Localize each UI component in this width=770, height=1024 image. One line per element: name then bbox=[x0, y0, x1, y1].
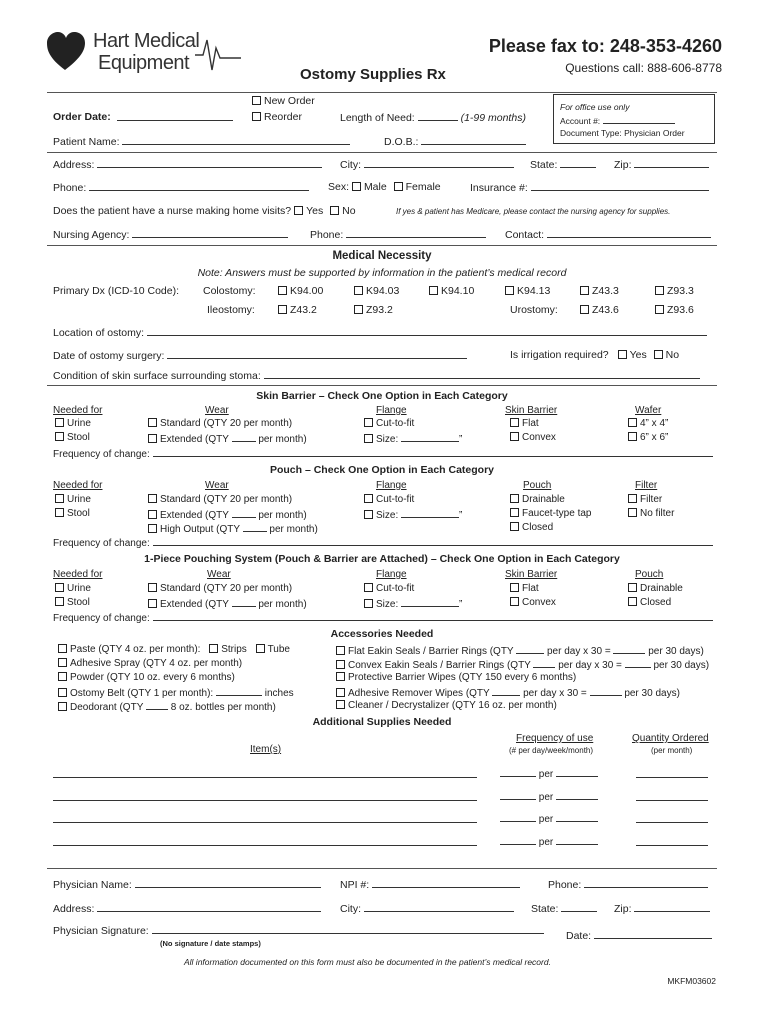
surgery-date-label: Date of ostomy surgery: bbox=[53, 350, 165, 362]
office-use-box bbox=[553, 94, 715, 144]
op-urine-label: Urine bbox=[67, 583, 91, 594]
remover-per-day: per day x 30 = bbox=[523, 688, 587, 699]
code-k9410: K94.10 bbox=[441, 285, 475, 297]
male-label: Male bbox=[363, 181, 387, 193]
medical-necessity-title: Medical Necessity bbox=[332, 250, 432, 262]
sb-stool-checkbox[interactable] bbox=[55, 432, 64, 441]
sb-cut-checkbox[interactable] bbox=[364, 418, 373, 427]
questions-phone: Questions call: 888-606-8778 bbox=[565, 61, 722, 75]
op-urine-checkbox[interactable] bbox=[55, 583, 64, 592]
order-date-label: Order Date: bbox=[53, 111, 111, 123]
physician-city-label: City: bbox=[340, 903, 361, 915]
op-standard-label: Standard (QTY 20 per month) bbox=[160, 583, 293, 594]
address-label: Address: bbox=[53, 159, 95, 171]
sb-flat-checkbox[interactable] bbox=[510, 418, 519, 427]
per-label: per bbox=[538, 837, 554, 848]
flat-rings-label: Flat Eakin Seals / Barrier Rings (QTY bbox=[348, 646, 514, 657]
nurse-yes-label: Yes bbox=[306, 205, 324, 217]
page-title: Ostomy Supplies Rx bbox=[300, 66, 446, 83]
physician-state-label: State: bbox=[531, 903, 559, 915]
p-filter-header: Filter bbox=[635, 480, 658, 491]
op-extended-checkbox[interactable] bbox=[148, 599, 157, 608]
sb-size-field[interactable] bbox=[401, 432, 459, 442]
logo-line2: Equipment bbox=[98, 52, 190, 74]
freq-count-field[interactable] bbox=[500, 767, 536, 777]
agency-phone-field[interactable] bbox=[346, 228, 486, 238]
op-convex-checkbox[interactable] bbox=[510, 597, 519, 606]
remover-checkbox[interactable] bbox=[336, 688, 345, 697]
op-needed-for: Needed for bbox=[53, 569, 103, 580]
sex-label: Sex: bbox=[328, 181, 350, 193]
dob-field[interactable] bbox=[421, 135, 526, 145]
contact-label: Contact: bbox=[505, 229, 545, 241]
op-standard-checkbox[interactable] bbox=[148, 583, 157, 592]
code-z933: Z93.3 bbox=[667, 285, 694, 297]
sb-flat-label: Flat bbox=[522, 418, 539, 429]
divider bbox=[47, 385, 717, 386]
pouch-title: Pouch – Check One Option in Each Category bbox=[269, 464, 495, 476]
order-date-field[interactable] bbox=[117, 111, 233, 121]
op-wear: Wear bbox=[207, 569, 231, 580]
sb-extended-qty-field[interactable] bbox=[232, 432, 256, 442]
op-stool-label: Stool bbox=[67, 597, 90, 608]
additional-title: Additional Supplies Needed bbox=[312, 716, 452, 728]
nurse-question: Does the patient have a nurse making home visits? bbox=[53, 205, 292, 217]
op-stool-checkbox[interactable] bbox=[55, 597, 64, 606]
new-order-checkbox[interactable] bbox=[252, 96, 261, 105]
p-inch: ” bbox=[459, 510, 463, 521]
per-label: per bbox=[538, 792, 554, 803]
sb-per-month: per month) bbox=[258, 434, 307, 445]
code-checkbox[interactable] bbox=[354, 305, 363, 314]
nurse-note: If yes & patient has Medicare, please contact the nursing agency for supplies. bbox=[396, 207, 671, 216]
p-filter-label: Filter bbox=[640, 494, 663, 505]
p-closed-checkbox[interactable] bbox=[510, 522, 519, 531]
op-drainable-label: Drainable bbox=[640, 583, 683, 594]
p-closed-label: Closed bbox=[522, 522, 554, 533]
sb-inch: ” bbox=[459, 434, 463, 445]
code-z433: Z43.3 bbox=[592, 285, 619, 297]
p-stool-label: Stool bbox=[67, 508, 90, 519]
flat-rings-checkbox[interactable] bbox=[336, 646, 345, 655]
item-field[interactable] bbox=[53, 768, 477, 778]
belt-checkbox[interactable] bbox=[58, 688, 67, 697]
zip-field[interactable] bbox=[634, 158, 709, 168]
physician-name-label: Physician Name: bbox=[53, 879, 132, 891]
physician-address-label: Address: bbox=[53, 903, 95, 915]
code-checkbox[interactable] bbox=[580, 305, 589, 314]
op-closed-checkbox[interactable] bbox=[628, 597, 637, 606]
belt-label: Ostomy Belt (QTY 1 per month): bbox=[70, 688, 214, 699]
belt-inches: inches bbox=[264, 688, 294, 699]
sb-standard-checkbox[interactable] bbox=[148, 418, 157, 427]
convex-rings-label: Convex Eakin Seals / Barrier Rings (QTY bbox=[348, 660, 531, 671]
account-field[interactable] bbox=[603, 114, 675, 124]
p-frequency-label: Frequency of change: bbox=[53, 538, 150, 549]
code-checkbox[interactable] bbox=[429, 286, 438, 295]
spray-checkbox[interactable] bbox=[58, 658, 67, 667]
p-flange: Flange bbox=[376, 480, 407, 491]
urostomy-label: Urostomy: bbox=[510, 304, 558, 316]
code-checkbox[interactable] bbox=[655, 305, 664, 314]
freq-count-field[interactable] bbox=[500, 790, 536, 800]
op-cut-checkbox[interactable] bbox=[364, 583, 373, 592]
code-checkbox[interactable] bbox=[580, 286, 589, 295]
sb-wafer6-checkbox[interactable] bbox=[628, 432, 637, 441]
sb-wear: Wear bbox=[205, 405, 229, 416]
op-flange: Flange bbox=[376, 569, 407, 580]
condition-field[interactable] bbox=[264, 369, 700, 379]
p-needed-for: Needed for bbox=[53, 480, 103, 491]
dob-label: D.O.B.: bbox=[384, 136, 419, 148]
freq-unit-field[interactable] bbox=[556, 790, 598, 800]
convex-rings-per-30: per 30 days) bbox=[653, 660, 710, 671]
irrigation-no-checkbox[interactable] bbox=[654, 350, 663, 359]
p-size-checkbox[interactable] bbox=[364, 510, 373, 519]
wipes-checkbox[interactable] bbox=[336, 672, 345, 681]
sb-urine-label: Urine bbox=[67, 418, 91, 429]
sb-frequency-label: Frequency of change: bbox=[53, 449, 150, 460]
quantity-subheader: (per month) bbox=[651, 746, 693, 755]
p-no-filter-label: No filter bbox=[640, 508, 675, 519]
paste-checkbox[interactable] bbox=[58, 644, 67, 653]
op-flat-checkbox[interactable] bbox=[510, 583, 519, 592]
footer-note: All information documented on this form must also be documented in the patient’s medical record. bbox=[184, 957, 551, 967]
insurance-label: Insurance #: bbox=[470, 182, 528, 194]
physician-zip-field[interactable] bbox=[634, 902, 710, 912]
op-frequency-label: Frequency of change: bbox=[53, 613, 150, 624]
phone-label: Phone: bbox=[53, 182, 87, 194]
op-convex-label: Convex bbox=[522, 597, 556, 608]
signature-note: (No signature / date stamps) bbox=[160, 939, 261, 948]
sb-frequency-field[interactable] bbox=[153, 447, 713, 457]
wipes-label: Protective Barrier Wipes (QTY 150 every 6 months) bbox=[348, 672, 577, 683]
sb-size-label: Size: bbox=[376, 434, 399, 445]
cleaner-label: Cleaner / Decrystalizer (QTY 16 oz. per month) bbox=[348, 700, 557, 711]
p-filter-checkbox[interactable] bbox=[628, 494, 637, 503]
nursing-agency-label: Nursing Agency: bbox=[53, 229, 130, 241]
nurse-no-label: No bbox=[342, 205, 356, 217]
p-extended-label: Extended (QTY bbox=[160, 510, 229, 521]
nurse-no-checkbox[interactable] bbox=[330, 206, 339, 215]
quantity-field[interactable] bbox=[636, 813, 708, 823]
code-z936: Z93.6 bbox=[667, 304, 694, 316]
irrigation-label: Is irrigation required? bbox=[510, 349, 609, 361]
freq-unit-field[interactable] bbox=[556, 812, 598, 822]
code-k9403: K94.03 bbox=[366, 285, 400, 297]
quantity-header: Quantity Ordered bbox=[632, 733, 709, 744]
p-size-field[interactable] bbox=[401, 508, 459, 518]
nurse-yes-checkbox[interactable] bbox=[294, 206, 303, 215]
address-field[interactable] bbox=[97, 158, 322, 168]
quantity-field[interactable] bbox=[636, 791, 708, 801]
flat-rings-per-30: per 30 days) bbox=[648, 646, 704, 657]
p-wear: Wear bbox=[205, 480, 229, 491]
freq-count-field[interactable] bbox=[500, 835, 536, 845]
state-label: State: bbox=[530, 159, 558, 171]
p-high-per-month: per month) bbox=[269, 524, 318, 535]
op-size-label: Size: bbox=[376, 599, 399, 610]
convex-rings-qty-field[interactable] bbox=[533, 658, 555, 668]
sb-wafer: Wafer bbox=[635, 405, 662, 416]
physician-name-field[interactable] bbox=[135, 878, 321, 888]
item-field[interactable] bbox=[53, 813, 477, 823]
contact-field[interactable] bbox=[547, 228, 711, 238]
p-drainable-label: Drainable bbox=[522, 494, 565, 505]
code-checkbox[interactable] bbox=[354, 286, 363, 295]
phone-field[interactable] bbox=[89, 181, 309, 191]
new-order-label: New Order bbox=[264, 95, 315, 107]
divider bbox=[47, 152, 717, 153]
signature-field[interactable] bbox=[152, 924, 544, 934]
reorder-label: Reorder bbox=[264, 111, 302, 123]
cleaner-checkbox[interactable] bbox=[336, 700, 345, 709]
op-pouch-header: Pouch bbox=[635, 569, 664, 580]
quantity-field[interactable] bbox=[636, 836, 708, 846]
op-frequency-field[interactable] bbox=[153, 611, 713, 621]
code-k9400: K94.00 bbox=[290, 285, 324, 297]
p-standard-checkbox[interactable] bbox=[148, 494, 157, 503]
sb-convex-checkbox[interactable] bbox=[510, 432, 519, 441]
p-high-output-checkbox[interactable] bbox=[148, 524, 157, 533]
sb-wafer4-label: 4” x 4” bbox=[640, 418, 669, 429]
p-size-label: Size: bbox=[376, 510, 399, 521]
op-cut-label: Cut-to-fit bbox=[376, 583, 415, 594]
tube-checkbox[interactable] bbox=[256, 644, 265, 653]
agency-phone-label: Phone: bbox=[310, 229, 344, 241]
accessories-title: Accessories Needed bbox=[330, 628, 434, 640]
sb-skin-barrier-header: Skin Barrier bbox=[505, 405, 558, 416]
code-checkbox[interactable] bbox=[278, 305, 287, 314]
skin-barrier-title: Skin Barrier – Check One Option in Each Category bbox=[256, 390, 508, 402]
date-field[interactable] bbox=[594, 929, 712, 939]
irrigation-yes-label: Yes bbox=[629, 349, 647, 361]
quantity-field[interactable] bbox=[636, 768, 708, 778]
female-checkbox[interactable] bbox=[394, 182, 403, 191]
code-z436: Z43.6 bbox=[592, 304, 619, 316]
freq-count-field[interactable] bbox=[500, 812, 536, 822]
code-z932: Z93.2 bbox=[366, 304, 393, 316]
op-flat-label: Flat bbox=[522, 583, 539, 594]
sb-cut-label: Cut-to-fit bbox=[376, 418, 415, 429]
p-urine-label: Urine bbox=[67, 494, 91, 505]
insurance-field[interactable] bbox=[531, 181, 709, 191]
remover-label: Adhesive Remover Wipes (QTY bbox=[348, 688, 490, 699]
p-high-output-label: High Output (QTY bbox=[160, 524, 240, 535]
code-z432: Z43.2 bbox=[290, 304, 317, 316]
p-no-filter-checkbox[interactable] bbox=[628, 508, 637, 517]
fax-number: Please fax to: 248-353-4260 bbox=[488, 36, 722, 56]
p-standard-label: Standard (QTY 20 per month) bbox=[160, 494, 293, 505]
zip-label: Zip: bbox=[614, 159, 632, 171]
code-checkbox[interactable] bbox=[278, 286, 287, 295]
colostomy-label: Colostomy: bbox=[203, 285, 256, 297]
surgery-date-field[interactable] bbox=[167, 349, 467, 359]
item-field[interactable] bbox=[53, 791, 477, 801]
remover-per-30: per 30 days) bbox=[624, 688, 680, 699]
belt-field[interactable] bbox=[216, 686, 262, 696]
p-cut-checkbox[interactable] bbox=[364, 494, 373, 503]
sb-stool-label: Stool bbox=[67, 432, 90, 443]
deodorant-label: Deodorant (QTY bbox=[70, 702, 144, 713]
per-label: per bbox=[538, 814, 554, 825]
sb-urine-checkbox[interactable] bbox=[55, 418, 64, 427]
p-stool-checkbox[interactable] bbox=[55, 508, 64, 517]
p-urine-checkbox[interactable] bbox=[55, 494, 64, 503]
necessity-note: Note: Answers must be supported by information in the patient’s medical record bbox=[197, 267, 567, 279]
op-extended-qty-field[interactable] bbox=[232, 597, 256, 607]
op-inch: ” bbox=[459, 599, 463, 610]
length-hint: (1-99 months) bbox=[460, 112, 526, 124]
sb-wafer6-label: 6” x 6” bbox=[640, 432, 669, 443]
remover-qty-field[interactable] bbox=[492, 686, 520, 696]
p-cut-label: Cut-to-fit bbox=[376, 494, 415, 505]
male-checkbox[interactable] bbox=[352, 182, 361, 191]
op-per-month: per month) bbox=[258, 599, 307, 610]
sb-extended-checkbox[interactable] bbox=[148, 434, 157, 443]
length-of-need-label: Length of Need: bbox=[340, 112, 415, 124]
spray-label: Adhesive Spray (QTY 4 oz. per month) bbox=[70, 658, 243, 669]
code-k9413: K94.13 bbox=[517, 285, 551, 297]
irrigation-no-label: No bbox=[665, 349, 680, 361]
frequency-subheader: (# per day/week/month) bbox=[509, 746, 594, 755]
deodorant-qty-field[interactable] bbox=[146, 700, 168, 710]
p-frequency-field[interactable] bbox=[153, 536, 713, 546]
freq-unit-field[interactable] bbox=[556, 767, 598, 777]
divider bbox=[47, 92, 717, 93]
sb-flange: Flange bbox=[376, 405, 407, 416]
logo-line1: Hart Medical bbox=[93, 30, 200, 52]
patient-name-label: Patient Name: bbox=[53, 136, 120, 148]
length-of-need-field[interactable] bbox=[418, 111, 458, 121]
op-extended-label: Extended (QTY bbox=[160, 599, 229, 610]
divider bbox=[47, 868, 717, 869]
nursing-agency-field[interactable] bbox=[132, 228, 288, 238]
op-size-checkbox[interactable] bbox=[364, 599, 373, 608]
p-pouch-header: Pouch bbox=[523, 480, 552, 491]
items-header: Item(s) bbox=[250, 744, 282, 755]
convex-rings-checkbox[interactable] bbox=[336, 660, 345, 669]
form-code: MKFM03602 bbox=[667, 976, 716, 986]
op-size-field[interactable] bbox=[401, 597, 459, 607]
flat-rings-per-day: per day x 30 = bbox=[547, 646, 611, 657]
flat-rings-qty-field[interactable] bbox=[516, 644, 544, 654]
sb-extended-label: Extended (QTY bbox=[160, 434, 229, 445]
p-faucet-checkbox[interactable] bbox=[510, 508, 519, 517]
document-type: Document Type: Physician Order bbox=[560, 128, 685, 138]
sb-standard-label: Standard (QTY 20 per month) bbox=[160, 418, 293, 429]
irrigation-yes-checkbox[interactable] bbox=[618, 350, 627, 359]
physician-zip-label: Zip: bbox=[614, 903, 632, 915]
state-field[interactable] bbox=[560, 158, 596, 168]
female-label: Female bbox=[405, 181, 441, 193]
p-per-month: per month) bbox=[258, 510, 307, 521]
remover-total-field[interactable] bbox=[590, 686, 622, 696]
p-drainable-checkbox[interactable] bbox=[510, 494, 519, 503]
city-field[interactable] bbox=[364, 158, 514, 168]
convex-rings-per-day: per day x 30 = bbox=[558, 660, 622, 671]
physician-address-field[interactable] bbox=[97, 902, 321, 912]
paste-label: Paste (QTY 4 oz. per month): bbox=[70, 644, 201, 655]
one-piece-title: 1-Piece Pouching System (Pouch & Barrier are Attached) – Check One Option in Each Category bbox=[144, 553, 620, 565]
op-skin-barrier-header: Skin Barrier bbox=[505, 569, 558, 580]
flat-rings-total-field[interactable] bbox=[613, 644, 645, 654]
p-faucet-label: Faucet-type tap bbox=[522, 508, 592, 519]
p-extended-qty-field[interactable] bbox=[232, 508, 256, 518]
deodorant-checkbox[interactable] bbox=[58, 702, 67, 711]
p-extended-checkbox[interactable] bbox=[148, 510, 157, 519]
tube-label: Tube bbox=[267, 644, 290, 655]
signature-label: Physician Signature: bbox=[53, 925, 149, 937]
physician-city-field[interactable] bbox=[364, 902, 514, 912]
sb-convex-label: Convex bbox=[522, 432, 556, 443]
ileostomy-label: Ileostomy: bbox=[207, 304, 255, 316]
powder-label: Powder (QTY 10 oz. every 6 months) bbox=[70, 672, 235, 683]
op-drainable-checkbox[interactable] bbox=[628, 583, 637, 592]
patient-name-field[interactable] bbox=[122, 135, 350, 145]
item-field[interactable] bbox=[53, 836, 477, 846]
frequency-header: Frequency of use bbox=[516, 733, 594, 744]
office-title: For office use only bbox=[560, 102, 630, 112]
sb-wafer4-checkbox[interactable] bbox=[628, 418, 637, 427]
sb-needed-for: Needed for bbox=[53, 405, 103, 416]
physician-phone-field[interactable] bbox=[584, 878, 708, 888]
npi-field[interactable] bbox=[372, 878, 520, 888]
location-label: Location of ostomy: bbox=[53, 327, 145, 339]
deodorant-bottles: 8 oz. bottles per month) bbox=[170, 702, 276, 713]
location-field[interactable] bbox=[147, 326, 707, 336]
condition-label: Condition of skin surface surrounding stoma: bbox=[53, 370, 261, 382]
physician-phone-label: Phone: bbox=[548, 879, 582, 891]
physician-state-field[interactable] bbox=[561, 902, 597, 912]
per-label: per bbox=[538, 769, 554, 780]
powder-checkbox[interactable] bbox=[58, 672, 67, 681]
code-checkbox[interactable] bbox=[505, 286, 514, 295]
date-label: Date: bbox=[566, 930, 592, 942]
code-checkbox[interactable] bbox=[655, 286, 664, 295]
primary-dx-label: Primary Dx (ICD-10 Code): bbox=[53, 285, 180, 297]
npi-label: NPI #: bbox=[340, 879, 370, 891]
reorder-checkbox[interactable] bbox=[252, 112, 261, 121]
p-high-qty-field[interactable] bbox=[243, 522, 267, 532]
convex-rings-total-field[interactable] bbox=[625, 658, 651, 668]
op-closed-label: Closed bbox=[640, 597, 672, 608]
sb-size-checkbox[interactable] bbox=[364, 434, 373, 443]
strips-label: Strips bbox=[221, 644, 247, 655]
city-label: City: bbox=[340, 159, 361, 171]
freq-unit-field[interactable] bbox=[556, 835, 598, 845]
account-label: Account #: bbox=[560, 116, 601, 126]
strips-checkbox[interactable] bbox=[209, 644, 218, 653]
divider bbox=[47, 245, 717, 246]
